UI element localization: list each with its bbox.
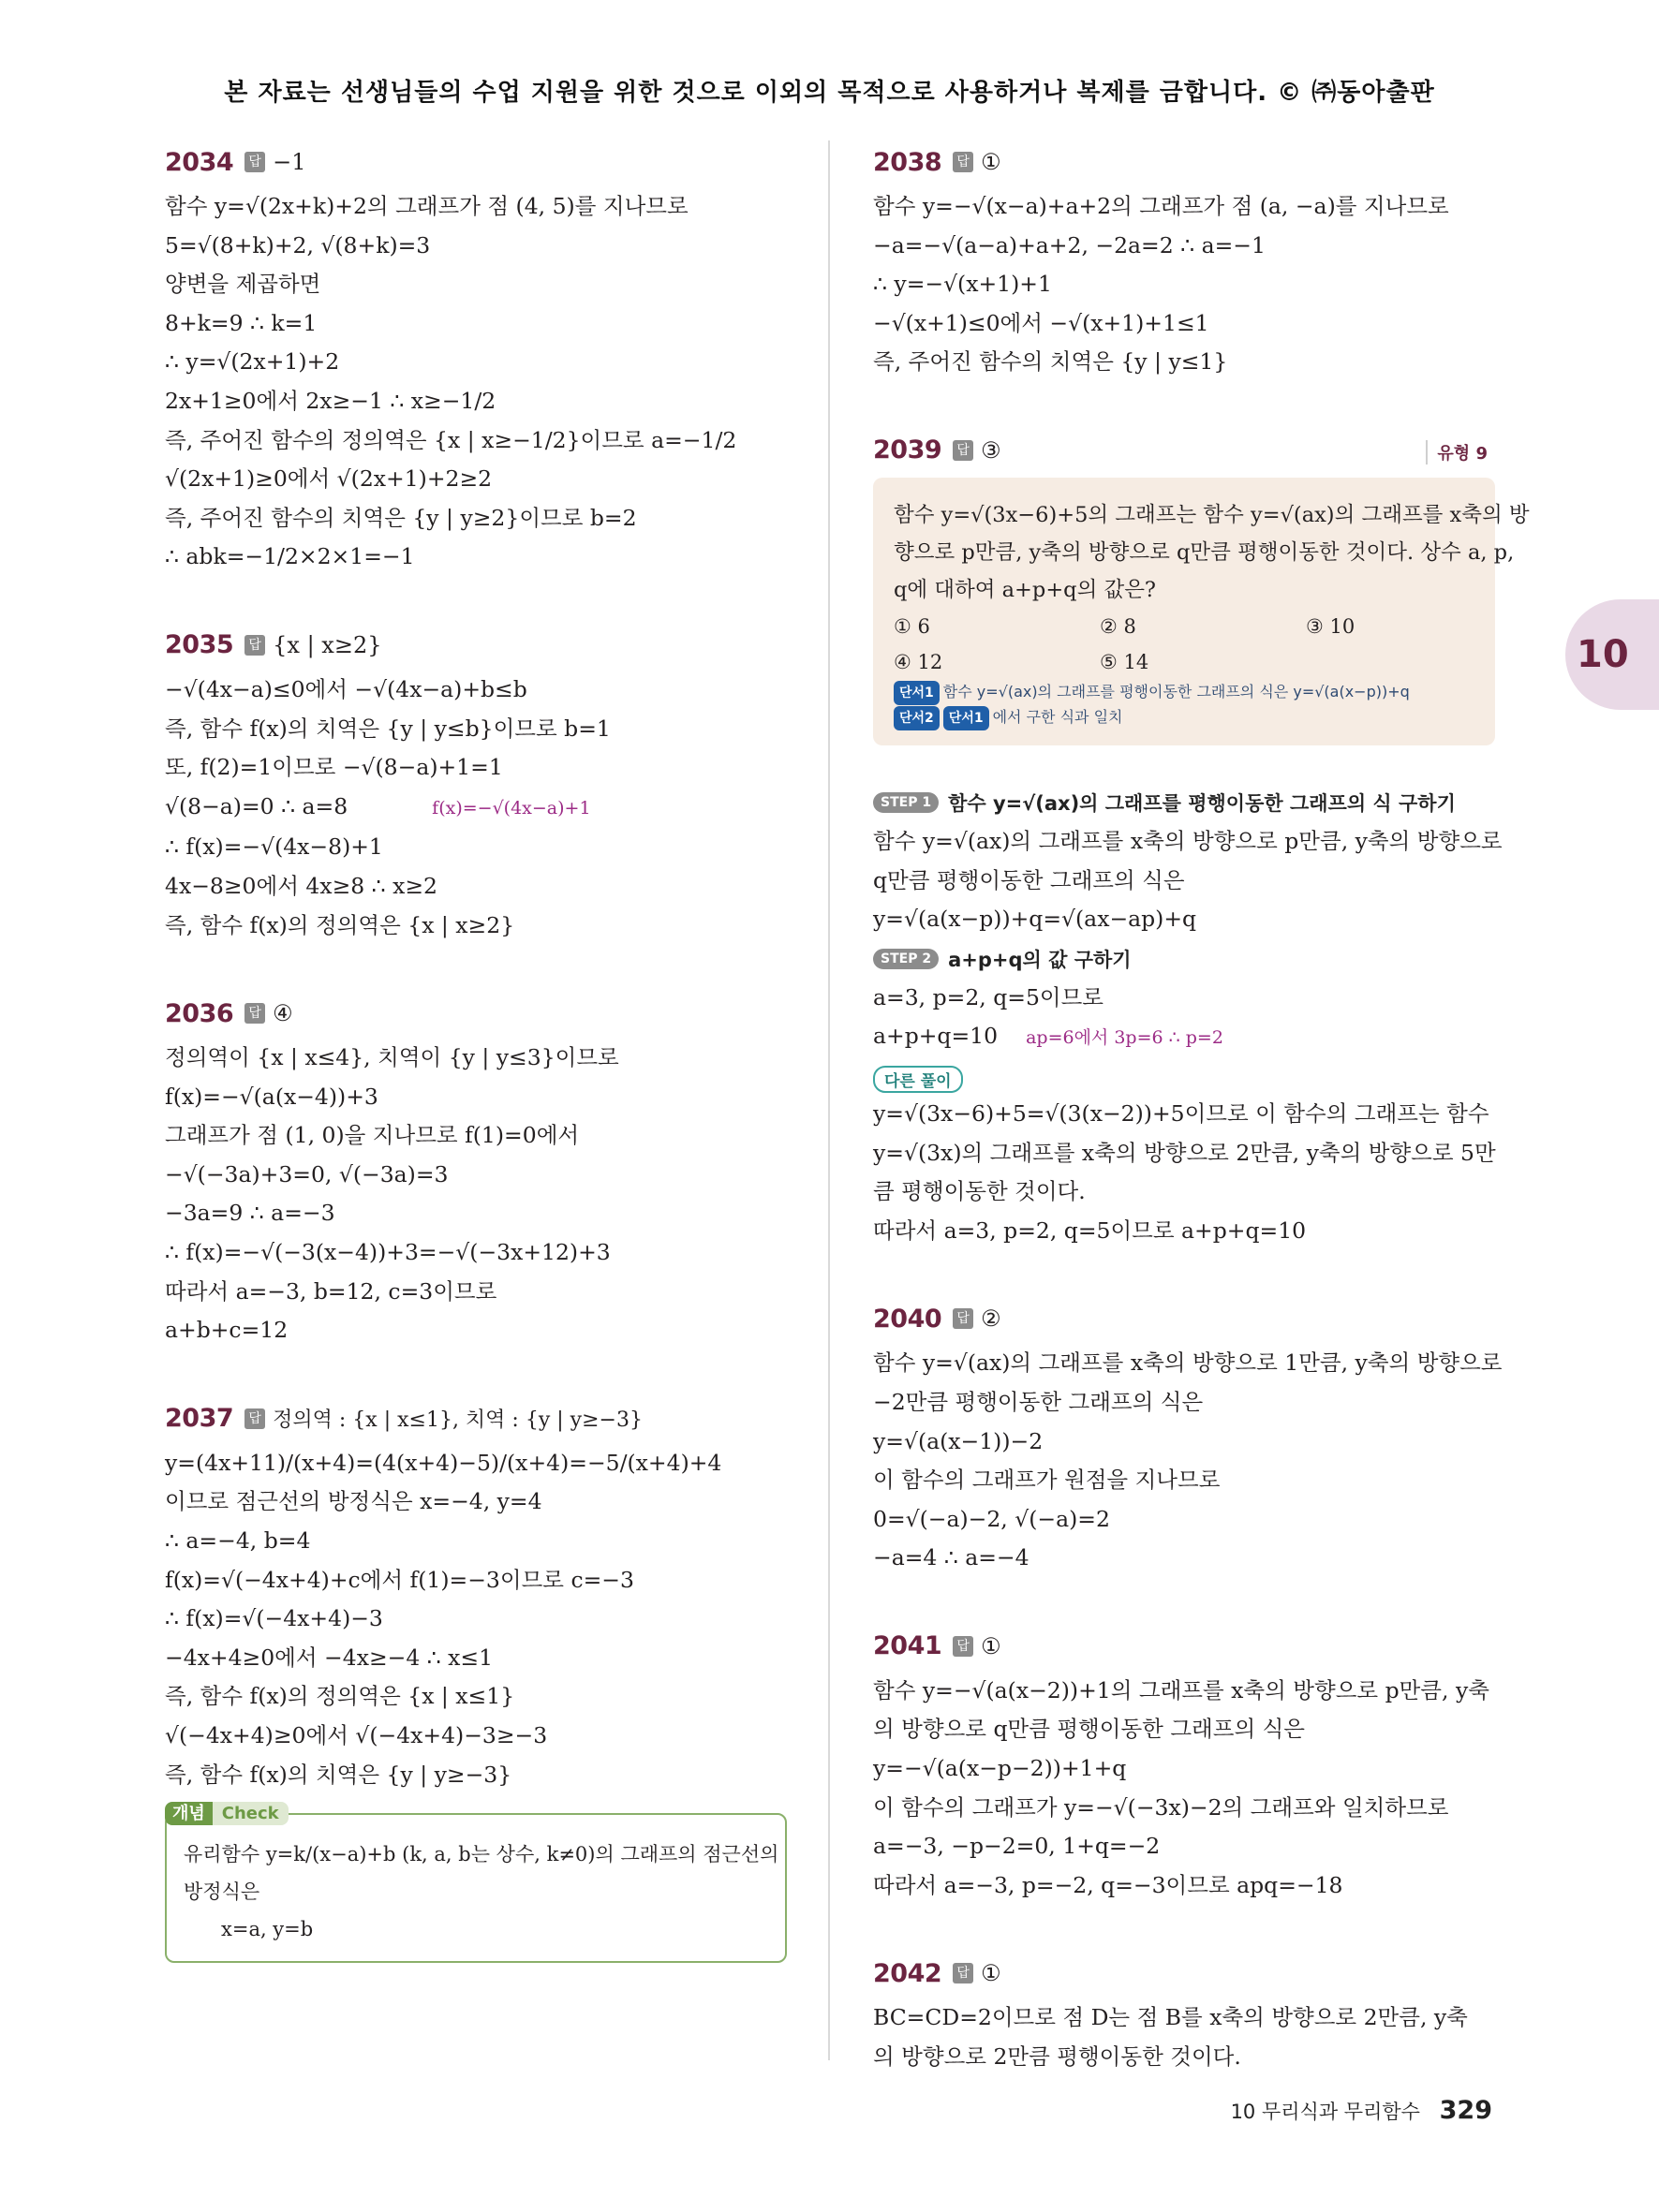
solution-line: 함수 y=−√(x−a)+a+2의 그래프가 점 (a, −a)를 지나므로 [873, 193, 1449, 219]
solution-line: y=√(a(x−p))+q=√(ax−ap)+q [873, 906, 1197, 933]
solution-line: 즉, 주어진 함수의 치역은 {y | y≥2}이므로 b=2 [165, 504, 637, 531]
solution-line: 함수 y=√(ax)의 그래프를 x축의 방향으로 1만큼, y축의 방향으로 [873, 1349, 1503, 1377]
answer-options [894, 609, 1474, 680]
solution-line: a+b+c=12 [165, 1317, 289, 1344]
solution-line: 따라서 a=−3, p=−2, q=−3이므로 apq=−18 [873, 1871, 1343, 1898]
option: ① 6 [894, 614, 930, 638]
answer-label: 답 [953, 1308, 973, 1329]
alt-solution-tag: 다른 풀이 [873, 1066, 963, 1093]
question-box [873, 478, 1530, 745]
step-header [873, 939, 1495, 979]
solution-line: 함수 y=√(ax)의 그래프를 x축의 방향으로 p만큼, y축의 방향으로 [873, 827, 1503, 854]
answer-value: ② [981, 1305, 1001, 1333]
solution-text: 또, f(2)=1이므로 −√(8−a)+1=1 [165, 754, 503, 781]
step-title: 함수 y=√(ax)의 그래프를 평행이동한 그래프의 식 구하기 [948, 791, 1456, 815]
chapter-tab-number: 10 [1577, 633, 1629, 676]
answer-value: ① [981, 1960, 1001, 1987]
solution-line: √(2x+1)≥0에서 √(2x+1)+2≥2 [165, 465, 493, 493]
solution-line: −3a=9 ∴ a=−3 [165, 1200, 335, 1227]
solution-line: 즉, 주어진 함수의 정의역은 {x | x≥−1/2}이므로 a=−1/2 [165, 426, 737, 453]
solution-line: 정의역이 {x | x≤4}, 치역이 {y | y≤3}이므로 [165, 1044, 619, 1071]
problem-number: 2040 [873, 1304, 942, 1334]
solution-line: a=−3, −p−2=0, 1+q=−2 [873, 1833, 1161, 1860]
solution-line: −a=4 ∴ a=−4 [873, 1544, 1029, 1571]
solution-line: 따라서 a=−3, b=12, c=3이므로 [165, 1277, 497, 1305]
concept-line: 방정식은 [184, 1880, 260, 1904]
solution-line: 0=√(−a)−2, √(−a)=2 [873, 1505, 1110, 1532]
solution-line: ∴ a=−4, b=4 [165, 1527, 311, 1555]
solution-line: y=√(a(x−1))−2 [873, 1427, 1044, 1454]
step-header [873, 783, 1495, 822]
answer-label: 답 [953, 1636, 973, 1657]
solution-line: 이 함수의 그래프가 y=−√(−3x)−2의 그래프와 일치하므로 [873, 1793, 1449, 1821]
concept-check-box [165, 1804, 787, 1963]
chapter-tab [1565, 599, 1659, 710]
side-note: ap=6에서 3p=6 ∴ p=2 [1026, 1027, 1223, 1049]
question-line: 함수 y=√(3x−6)+5의 그래프는 함수 y=√(ax)의 그래프를 x축의 방 [894, 502, 1530, 527]
problem-number: 2041 [873, 1631, 942, 1661]
answer-label: 답 [953, 1963, 973, 1983]
solution-text: √(8−a)=0 ∴ a=8 [165, 792, 348, 819]
solution-line: 이므로 점근선의 방정식은 x=−4, y=4 [165, 1488, 542, 1515]
answer-value: −1 [273, 149, 306, 175]
column-divider [828, 140, 830, 2060]
solution-line [165, 788, 787, 829]
concept-line: 유리함수 y=k/(x−a)+b (k, a, b는 상수, k≠0)의 그래프의 점근선의 [184, 1843, 779, 1866]
hint-line: 단서1 함수 y=√(ax)의 그래프를 평행이동한 그래프의 식은 y=√(a(x−p))+q [894, 680, 1474, 705]
hint-tag: 단서1 [943, 706, 989, 730]
solution-line: 즉, 주어진 함수의 치역은 {y | y≤1} [873, 348, 1228, 376]
solution-line: ∴ y=−√(x+1)+1 [873, 271, 1052, 298]
step-tag: STEP 1 [873, 792, 939, 813]
hint-tag: 단서2 [894, 706, 940, 730]
step-tag: STEP 2 [873, 949, 939, 969]
solution-line: 따라서 a=3, p=2, q=5이므로 a+p+q=10 [873, 1217, 1307, 1244]
answer-label: 답 [244, 635, 265, 656]
problem-2036 [165, 992, 787, 1350]
solution-line: a+p+q=10 ap=6에서 3p=6 ∴ p=2 [873, 1023, 1223, 1050]
answer-value: ③ [981, 436, 1001, 464]
solution-line [165, 748, 787, 788]
question-line: 향으로 p만큼, y축의 방향으로 q만큼 평행이동한 것이다. 상수 a, p, [894, 539, 1515, 565]
problem-2034 [165, 140, 787, 577]
solution-line: 즉, 함수 f(x)의 정의역은 {x | x≤1} [165, 1683, 515, 1710]
hint-tag: 단서1 [894, 681, 940, 705]
problem-number: 2038 [873, 147, 942, 177]
problem-number: 2042 [873, 1958, 942, 1988]
concept-line: x=a, y=b [221, 1918, 314, 1941]
solution-line: 의 방향으로 q만큼 평행이동한 그래프의 식은 [873, 1716, 1306, 1743]
solution-line: y=√(3x)의 그래프를 x축의 방향으로 2만큼, y축의 방향으로 5만 [873, 1139, 1496, 1166]
hint-line: 단서2 단서1 에서 구한 식과 일치 [894, 705, 1474, 730]
solution-line: ∴ f(x)=√(−4x+4)−3 [165, 1605, 383, 1632]
solution-line: f(x)=−√(a(x−4))+3 [165, 1083, 378, 1110]
solution-line: −√(x+1)≤0에서 −√(x+1)+1≤1 [873, 309, 1209, 336]
solution-line: √(−4x+4)≥0에서 √(−4x+4)−3≥−3 [165, 1722, 548, 1748]
solution-line: ∴ abk=−1/2×2×1=−1 [165, 543, 415, 570]
problem-number: 2036 [165, 998, 234, 1028]
solution-line: 5=√(8+k)+2, √(8+k)=3 [165, 231, 431, 258]
option: ④ 12 [894, 650, 943, 673]
answer-label: 답 [244, 1408, 265, 1429]
problem-2040 [873, 1297, 1503, 1578]
answer-label: 답 [244, 152, 265, 172]
solution-line: 양변을 제곱하면 [165, 271, 321, 298]
copyright-notice: 본 자료는 선생님들의 수업 지원을 위한 것으로 이외의 목적으로 사용하거나 복제를 금합니다. © ㈜동아출판 [224, 79, 1435, 107]
left-column [165, 140, 787, 1963]
solution-line: −√(4x−a)≤0에서 −√(4x−a)+b≤b [165, 675, 527, 702]
problem-2038 [873, 140, 1495, 382]
answer-value: 정의역 : {x | x≤1}, 치역 : {y | y≥−3} [273, 1408, 643, 1433]
page-number: 329 [1439, 2096, 1492, 2125]
problem-number: 2039 [873, 435, 942, 465]
problem-2042 [873, 1952, 1495, 2076]
problem-number: 2034 [165, 147, 234, 177]
problem-number: 2035 [165, 630, 234, 660]
solution-line: q만큼 평행이동한 그래프의 식은 [873, 866, 1185, 893]
solution-line: −2만큼 평행이동한 그래프의 식은 [873, 1388, 1204, 1415]
problem-number: 2037 [165, 1404, 234, 1434]
solution-line: f(x)=√(−4x+4)+c에서 f(1)=−3이므로 c=−3 [165, 1566, 634, 1593]
solution-line: −√(−3a)+3=0, √(−3a)=3 [165, 1160, 449, 1187]
solution-line: y=√(3x−6)+5=√(3(x−2))+5이므로 이 함수의 그래프는 함수 [873, 1099, 1489, 1127]
solution-line: 의 방향으로 2만큼 평행이동한 것이다. [873, 2043, 1241, 2071]
problem-2039 [873, 429, 1530, 1250]
solution-line: ∴ y=√(2x+1)+2 [165, 348, 340, 376]
answer-label: 답 [953, 440, 973, 461]
solution-line: a=3, p=2, q=5이므로 [873, 983, 1104, 1010]
solution-line: 큼 평행이동한 것이다. [873, 1178, 1086, 1205]
solution-line: 4x−8≥0에서 4x≥8 ∴ x≥2 [165, 872, 437, 899]
side-note: f(x)=−√(4x−a)+1 [432, 797, 591, 818]
problem-2041 [873, 1625, 1495, 1906]
solution-line: 함수 y=−√(a(x−2))+1의 그래프를 x축의 방향으로 p만큼, y축 [873, 1676, 1489, 1703]
footer-chapter: 10 무리식과 무리함수 [1230, 2101, 1420, 2123]
solution-line: 8+k=9 ∴ k=1 [165, 309, 318, 336]
solution-line: ∴ f(x)=−√(4x−8)+1 [165, 833, 383, 861]
solution-line: 즉, 함수 f(x)의 치역은 {y | y≥−3} [165, 1761, 512, 1788]
problem-2037 [165, 1397, 787, 1963]
solution-line: 즉, 함수 f(x)의 정의역은 {x | x≥2} [165, 911, 515, 938]
answer-value: {x | x≥2} [273, 631, 382, 658]
concept-check-tag: 개념 Check [165, 1800, 289, 1824]
solution-line: −a=−√(a−a)+a+2, −2a=2 ∴ a=−1 [873, 231, 1266, 258]
solution-line: ∴ f(x)=−√(−3(x−4))+3=−√(−3x+12)+3 [165, 1239, 611, 1266]
solution-line: 즉, 함수 f(x)의 치역은 {y | y≤b}이므로 b=1 [165, 715, 611, 742]
option: ② 8 [1100, 614, 1136, 638]
solution-line: 그래프가 점 (1, 0)을 지나므로 f(1)=0에서 [165, 1122, 580, 1149]
solution-line: 2x+1≥0에서 2x≥−1 ∴ x≥−1/2 [165, 387, 496, 414]
right-column [873, 140, 1530, 2077]
problem-2035 [165, 624, 787, 945]
question-line: q에 대하여 a+p+q의 값은? [894, 577, 1156, 602]
step-title: a+p+q의 값 구하기 [948, 948, 1132, 971]
page-footer [1231, 2096, 1492, 2125]
answer-value: ④ [273, 1000, 293, 1027]
answer-value: ① [981, 149, 1001, 175]
solution-line: 이 함수의 그래프가 원점을 지나므로 [873, 1467, 1221, 1494]
answer-label: 답 [244, 1003, 265, 1024]
option: ⑤ 14 [1100, 650, 1149, 673]
option: ③ 10 [1306, 614, 1355, 638]
answer-value: ① [981, 1632, 1001, 1659]
solution-line: −4x+4≥0에서 −4x≥−4 ∴ x≤1 [165, 1644, 494, 1671]
type-tag: 유형 9 [1426, 440, 1488, 465]
solution-line: y=(4x+11)/(x+4)=(4(x+4)−5)/(x+4)=−5/(x+4)+4 [165, 1449, 722, 1476]
solution-line: 함수 y=√(2x+k)+2의 그래프가 점 (4, 5)를 지나므로 [165, 193, 689, 219]
solution-line: y=−√(a(x−p−2))+1+q [873, 1755, 1127, 1782]
answer-label: 답 [953, 152, 973, 172]
solution-line: BC=CD=2이므로 점 D는 점 B를 x축의 방향으로 2만큼, y축 [873, 2004, 1468, 2031]
